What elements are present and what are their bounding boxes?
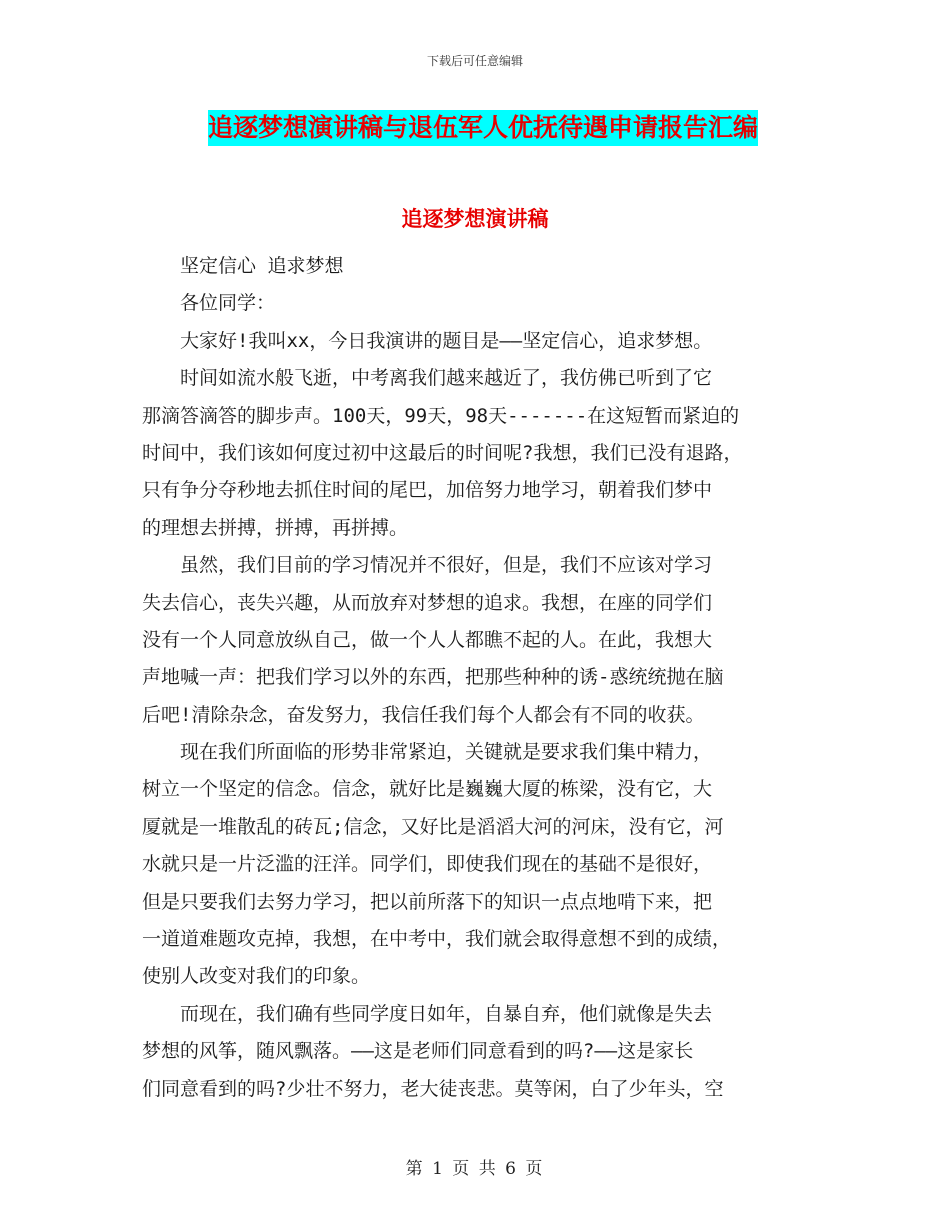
body-line: 一道道难题攻克掉，我想，在中考中，我们就会取得意想不到的成绩，	[142, 928, 732, 951]
body-line: 那滴答滴答的脚步声。100天，99天，98天-------在这短暂而紧迫的	[142, 404, 740, 427]
body-line: 虽然，我们目前的学习情况并不很好，但是，我们不应该对学习	[142, 554, 713, 577]
body-line: 厦就是一堆散乱的砖瓦;信念，又好比是滔滔大河的河床，没有它，河	[142, 815, 724, 838]
body-line: 但是只要我们去努力学习，把以前所落下的知识一点点地啃下来，把	[142, 890, 713, 913]
body-line: 而现在，我们确有些同学度日如年，自暴自弃，他们就像是失去	[142, 1002, 713, 1025]
page-number-footer: 第 1 页 共 6 页	[405, 1159, 545, 1179]
body-line: 的理想去拼搏，拼搏，再拼搏。	[142, 516, 409, 539]
body-line: 时间如流水般飞逝，中考离我们越来越近了，我仿佛已听到了它	[142, 367, 713, 390]
body-line: 们同意看到的吗?少壮不努力，老大徒丧悲。莫等闲，白了少年头，空	[142, 1077, 724, 1100]
body-line: 使别人改变对我们的印象。	[142, 965, 371, 988]
body-line: 树立一个坚定的信念。信念，就好比是巍巍大厦的栋梁，没有它，大	[142, 778, 713, 801]
body-line: 时间中，我们该如何度过初中这最后的时间呢?我想，我们已没有退路，	[142, 441, 743, 464]
body-line: 水就只是一片泛滥的汪洋。同学们，即使我们现在的基础不是很好，	[142, 853, 713, 876]
main-title: 追逐梦想演讲稿与退伍军人优抚待遇申请报告汇编	[208, 110, 758, 146]
body-line: 声地喊一声：把我们学习以外的东西，把那些种种的诱-惑统统抛在脑	[142, 666, 724, 689]
main-title-container	[208, 110, 788, 146]
header-note: 下载后可任意编辑	[426, 54, 523, 68]
body-line: 现在我们所面临的形势非常紧迫，关键就是要求我们集中精力，	[142, 741, 713, 764]
document-body	[142, 248, 822, 1108]
body-line: 没有一个人同意放纵自己，做一个人人都瞧不起的人。在此，我想大	[142, 628, 713, 651]
body-line: 失去信心，丧失兴趣，从而放弃对梦想的追求。我想，在座的同学们	[142, 591, 713, 614]
section-title: 追逐梦想演讲稿	[401, 207, 549, 231]
body-line: 只有争分夺秒地去抓住时间的尾巴，加倍努力地学习，朝着我们梦中	[142, 479, 713, 502]
body-line: 后吧!清除杂念，奋发努力，我信任我们每个人都会有不同的收获。	[142, 703, 705, 726]
body-line: 梦想的风筝，随风飘落。——这是老师们同意看到的吗?——这是家长	[142, 1040, 694, 1063]
body-line: 各位同学：	[142, 292, 276, 315]
body-line: 大家好!我叫xx，今日我演讲的题目是——坚定信心，追求梦想。	[142, 329, 713, 352]
body-line: 坚定信心 追求梦想	[142, 255, 344, 277]
